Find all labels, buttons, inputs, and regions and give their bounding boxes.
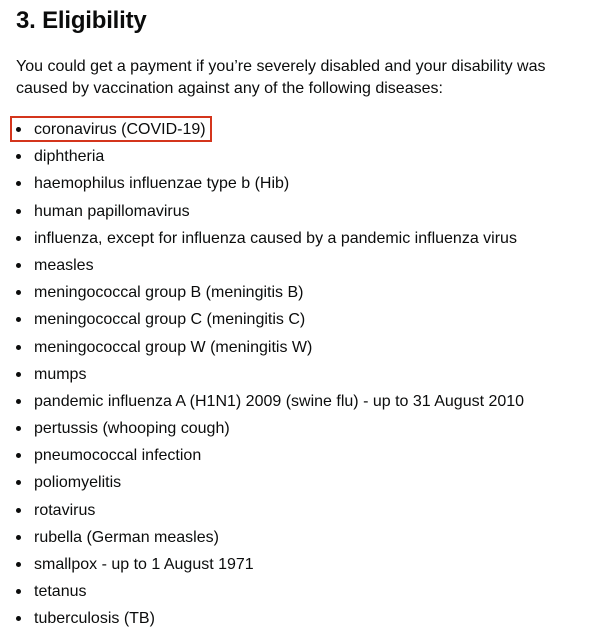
list-item-label: mumps <box>34 365 87 383</box>
bullet-icon <box>16 263 21 268</box>
bullet-icon <box>16 154 21 159</box>
eligibility-intro: You could get a payment if you’re severely disabled and your disability was caused by vaccination against any of the following diseases: <box>16 58 546 97</box>
list-item-label: human papillomavirus <box>34 202 190 220</box>
list-item-label: measles <box>34 256 94 274</box>
list-item-label: meningococcal group B (meningitis B) <box>34 284 304 302</box>
bullet-icon <box>16 426 21 431</box>
bullet-icon <box>16 290 21 295</box>
list-item-label: tuberculosis (TB) <box>34 610 155 628</box>
bullet-icon <box>16 535 21 540</box>
list-item-label: coronavirus (COVID-19) <box>34 121 206 138</box>
list-item-label: pneumococcal infection <box>34 447 202 465</box>
bullet-icon <box>16 508 21 513</box>
bullet-icon <box>16 589 21 594</box>
list-item-label: pandemic influenza A (H1N1) 2009 (swine flu) - up to 31 August 2010 <box>34 392 525 410</box>
list-item-label: rubella (German measles) <box>34 528 219 546</box>
bullet-icon <box>16 480 21 485</box>
highlight-box <box>10 116 212 142</box>
bullet-icon <box>16 236 21 241</box>
list-item-label: haemophilus influenzae type b (Hib) <box>34 175 290 193</box>
list-item-label: influenza, except for influenza caused by a pandemic influenza virus <box>34 229 517 247</box>
list-item-label: pertussis (whooping cough) <box>34 420 230 438</box>
list-item-label: poliomyelitis <box>34 474 122 492</box>
list-item-label: smallpox - up to 1 August 1971 <box>34 556 254 573</box>
bullet-icon <box>16 372 21 377</box>
section-heading: 3. Eligibility <box>16 7 147 34</box>
list-item-label: rotavirus <box>34 501 96 519</box>
bullet-icon <box>16 209 21 214</box>
bullet-icon <box>16 616 21 621</box>
list-item-label: tetanus <box>34 583 87 601</box>
bullet-icon <box>16 453 21 458</box>
list-item-label: diphtheria <box>34 148 105 166</box>
bullet-icon <box>16 399 21 404</box>
bullet-icon <box>16 181 21 186</box>
list-item-label: meningococcal group C (meningitis C) <box>34 311 306 329</box>
bullet-icon <box>16 562 21 567</box>
bullet-icon <box>16 345 21 350</box>
bullet-icon <box>16 317 21 322</box>
list-item-label: meningococcal group W (meningitis W) <box>34 338 313 356</box>
